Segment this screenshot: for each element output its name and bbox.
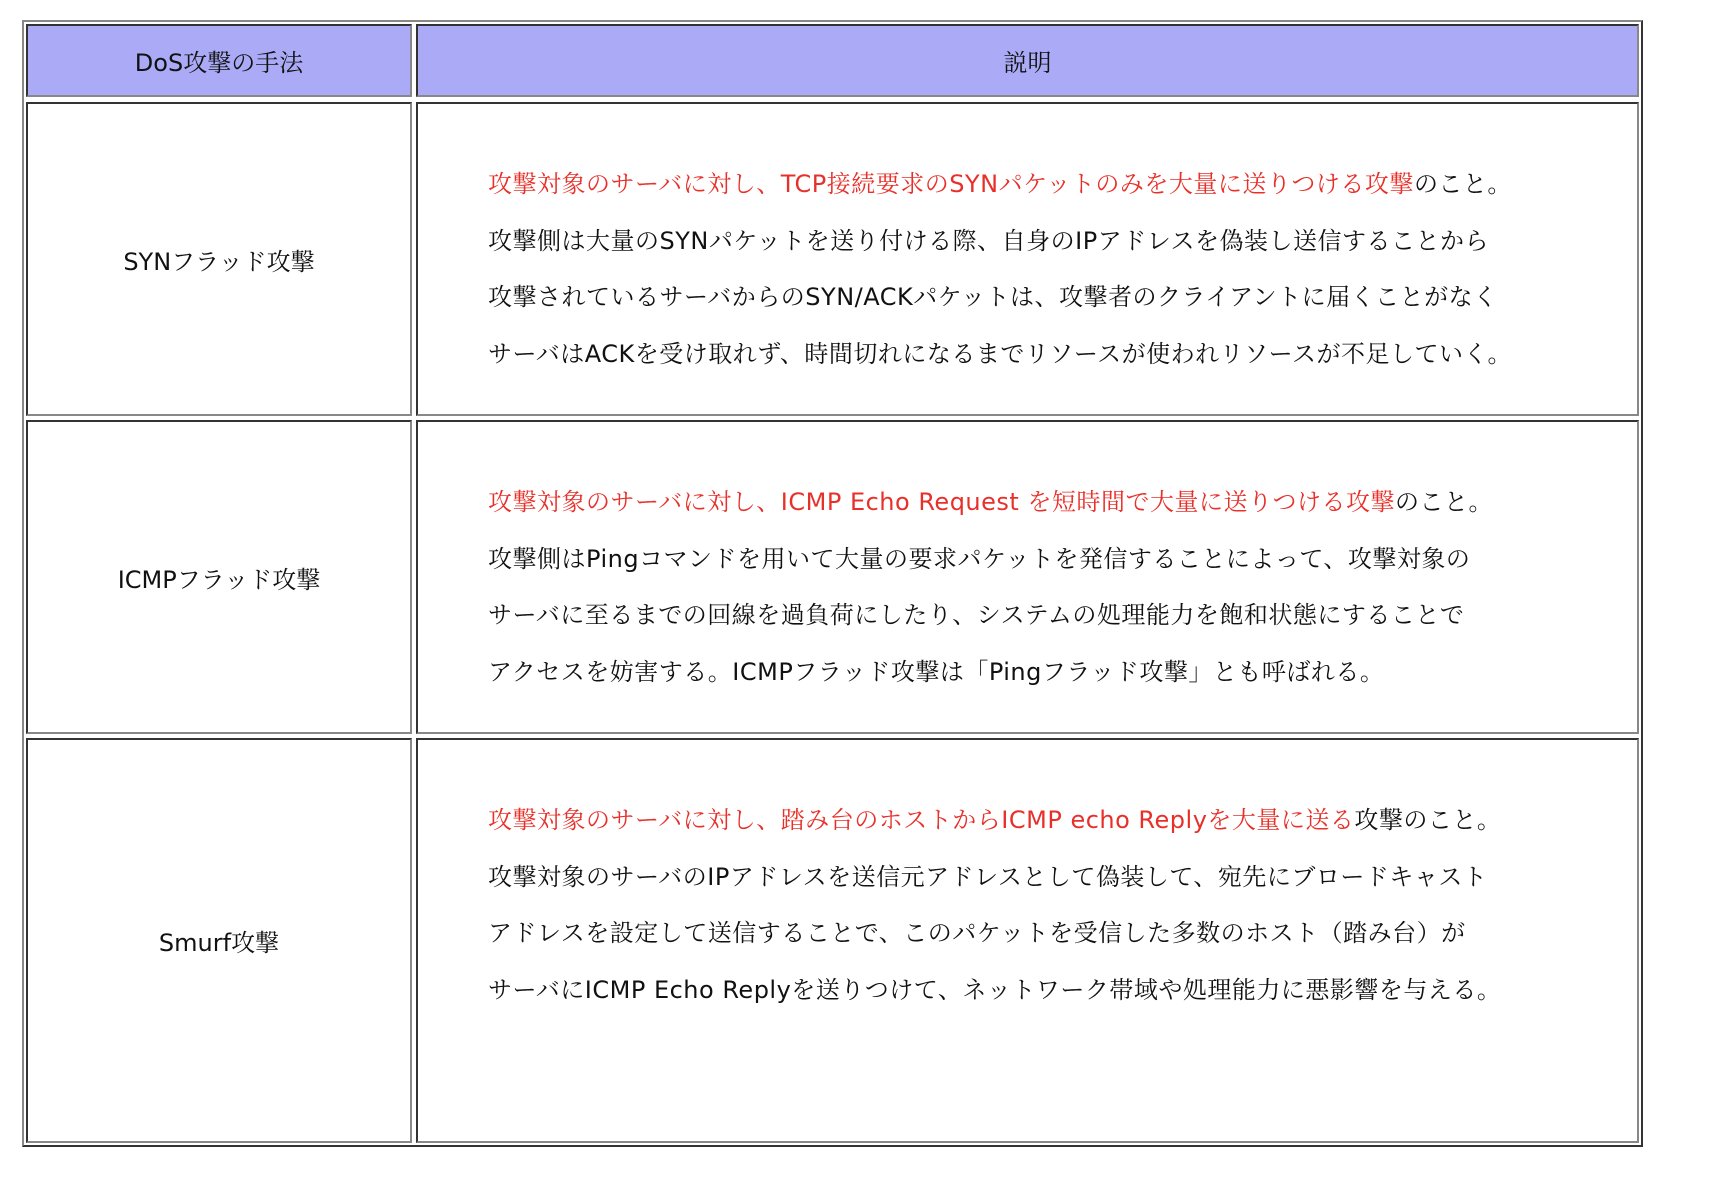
lead-line — [488, 156, 1637, 213]
lead-rest: のこと。 — [1394, 488, 1493, 516]
lead-line — [488, 792, 1637, 849]
desc-line: サーバにICMP Echo Replyを送りつけて、ネットワーク帯域や処理能力に悪影響を与える。 — [488, 975, 1502, 1004]
row-desc-syn — [416, 102, 1639, 416]
row-name-syn: SYNフラッド攻撃 — [26, 102, 412, 416]
lead-rest: のこと。 — [1413, 170, 1512, 198]
header-description: 説明 — [416, 24, 1639, 97]
header-method: DoS攻撃の手法 — [26, 24, 412, 97]
desc-line: 攻撃されているサーバからのSYN/ACKパケットは、攻撃者のクライアントに届くことがなく — [488, 283, 1498, 311]
row-desc-smurf — [416, 738, 1639, 1143]
highlight-text: 攻撃対象のサーバに対し、TCP接続要求のSYNパケットのみを大量に送りつける攻撃 — [488, 170, 1414, 198]
highlight-text: 攻撃対象のサーバに対し、ICMP Echo Request を短時間で大量に送りつける攻撃 — [488, 488, 1395, 516]
dos-attack-table — [22, 20, 1643, 1147]
row-name-icmp: ICMPフラッド攻撃 — [26, 420, 412, 734]
row-desc-icmp — [416, 420, 1639, 734]
desc-line: 攻撃側は大量のSYNパケットを送り付ける際、自身のIPアドレスを偽装し送信することから — [488, 226, 1489, 255]
desc-line: サーバはACKを受け取れず、時間切れになるまでリソースが使われリソースが不足していく。 — [488, 339, 1512, 368]
desc-line: アドレスを設定して送信することで、このパケットを受信した多数のホスト（踏み台）が — [488, 919, 1466, 947]
highlight-text: 攻撃対象のサーバに対し、踏み台のホストからICMP echo Replyを大量に送る — [488, 806, 1355, 834]
desc-line: 攻撃対象のサーバのIPアドレスを送信元アドレスとして偽装して、宛先にブロードキャスト — [488, 862, 1488, 891]
desc-line: サーバに至るまでの回線を過負荷にしたり、システムの処理能力を飽和状態にすることで — [488, 601, 1465, 629]
row-name-smurf: Smurf攻撃 — [26, 738, 412, 1143]
desc-line: アクセスを妨害する。ICMPフラッド攻撃は「Pingフラッド攻撃」とも呼ばれる。 — [488, 657, 1385, 686]
lead-rest: 攻撃のこと。 — [1354, 806, 1502, 834]
lead-line — [488, 474, 1637, 531]
desc-line: 攻撃側はPingコマンドを用いて大量の要求パケットを発信することによって、攻撃対象の — [488, 544, 1471, 573]
